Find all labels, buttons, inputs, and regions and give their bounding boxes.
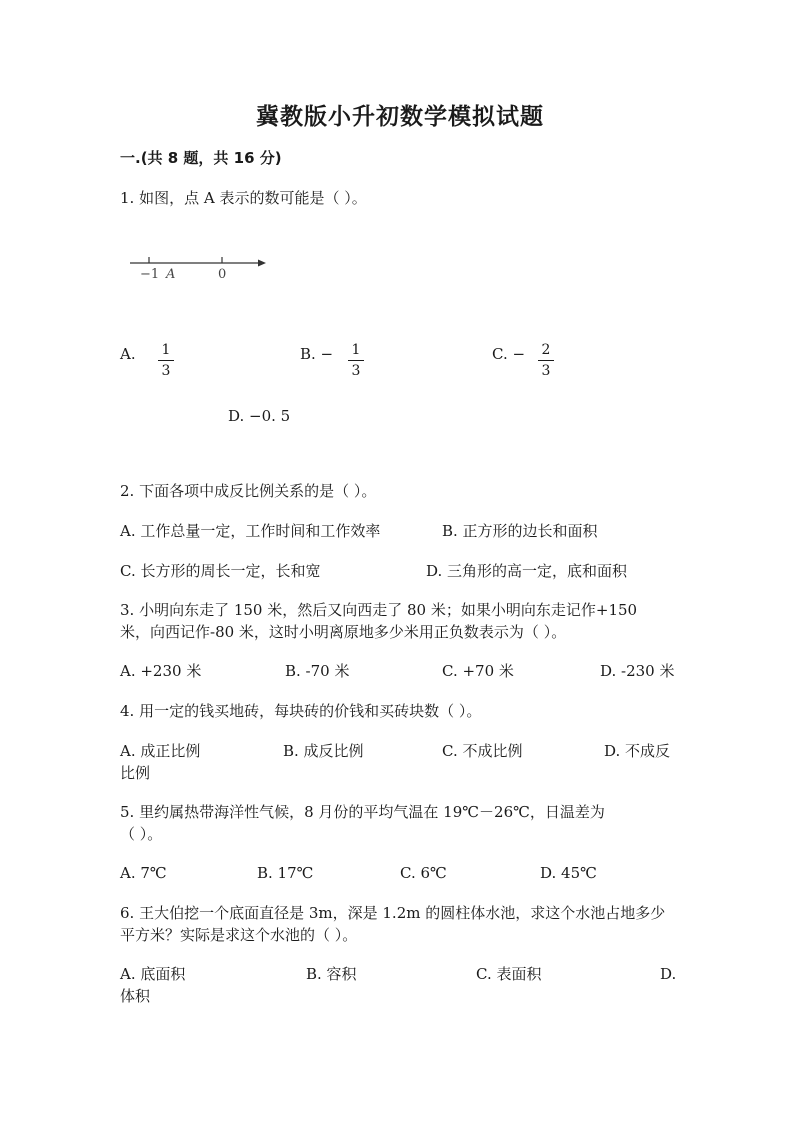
q2-stem: 2. 下面各项中成反比例关系的是（ ）。: [120, 482, 377, 500]
label-zero: 0: [218, 267, 227, 282]
fraction-numerator: 2: [541, 342, 551, 358]
fraction-numerator: 1: [351, 342, 361, 358]
q1-option-c-label: C. −: [492, 345, 526, 363]
fraction-numerator: 1: [161, 342, 171, 358]
q3-option-a: A. +230 米: [120, 662, 202, 680]
label-minus-one: −1: [140, 267, 160, 282]
q5-stem-line1: 5. 里约属热带海洋性气候，8 月份的平均气温在 19℃－26℃，日温差为: [120, 803, 605, 821]
fraction-bar: [348, 360, 364, 361]
q2-option-a: A. 工作总量一定，工作时间和工作效率: [120, 522, 381, 540]
q6-option-c: C. 表面积: [476, 965, 542, 983]
q3-option-d: D. -230 米: [600, 662, 675, 680]
q5-option-a: A. 7℃: [120, 864, 167, 882]
q4-option-d-continued: 比例: [120, 764, 151, 782]
fraction-bar: [158, 360, 174, 361]
q1-option-b-label: B. −: [300, 345, 334, 363]
q3-option-c: C. +70 米: [442, 662, 514, 680]
q5-option-c: C. 6℃: [400, 864, 447, 882]
q6-option-b: B. 容积: [306, 965, 357, 983]
q6-option-a: A. 底面积: [120, 965, 186, 983]
q6-option-d: D.: [660, 965, 677, 983]
q3-stem-line1: 3. 小明向东走了 150 米，然后又向西走了 80 米；如果小明向东走记作+150: [120, 601, 638, 619]
fraction-bar: [538, 360, 554, 361]
q3-option-b: B. -70 米: [285, 662, 350, 680]
q6-option-d-continued: 体积: [120, 987, 151, 1005]
q3-stem-line2: 米，向西记作-80 米，这时小明离原地多少米用正负数表示为（ ）。: [120, 623, 567, 641]
q1-option-b-fraction: [346, 341, 366, 380]
q6-stem-line2: 平方米？实际是求这个水池的（ ）。: [120, 926, 358, 944]
page-title: 冀教版小升初数学模拟试题: [256, 104, 544, 130]
q1-option-d: D. −0. 5: [228, 407, 291, 425]
q1-stem: 1. 如图，点 A 表示的数可能是（ ）。: [120, 189, 367, 207]
q5-stem-line2: （ ）。: [120, 825, 163, 843]
fraction-denominator: 3: [541, 363, 551, 379]
q1-option-c-fraction: [536, 341, 556, 380]
q5-option-b: B. 17℃: [257, 864, 314, 882]
q5-option-d: D. 45℃: [540, 864, 597, 882]
number-line-figure: [126, 252, 271, 282]
q4-option-d: D. 不成反: [604, 742, 671, 760]
q2-option-b: B. 正方形的边长和面积: [442, 522, 598, 540]
number-line-arrow: [258, 260, 266, 267]
q2-option-d: D. 三角形的高一定，底和面积: [426, 562, 628, 580]
q1-option-a-label: A.: [120, 345, 136, 363]
fraction-denominator: 3: [351, 363, 361, 379]
fraction-denominator: 3: [161, 363, 171, 379]
q4-option-a: A. 成正比例: [120, 742, 201, 760]
section-heading: 一.(共 8 题，共 16 分): [120, 149, 282, 167]
q4-option-c: C. 不成比例: [442, 742, 523, 760]
q4-stem: 4. 用一定的钱买地砖，每块砖的价钱和买砖块数（ ）。: [120, 702, 482, 720]
q6-stem-line1: 6. 王大伯挖一个底面直径是 3m，深是 1.2m 的圆柱体水池，求这个水池占地多少: [120, 904, 666, 922]
label-a: A: [166, 267, 176, 282]
q2-option-c: C. 长方形的周长一定，长和宽: [120, 562, 321, 580]
q4-option-b: B. 成反比例: [283, 742, 364, 760]
q1-option-a-fraction: [156, 341, 176, 380]
